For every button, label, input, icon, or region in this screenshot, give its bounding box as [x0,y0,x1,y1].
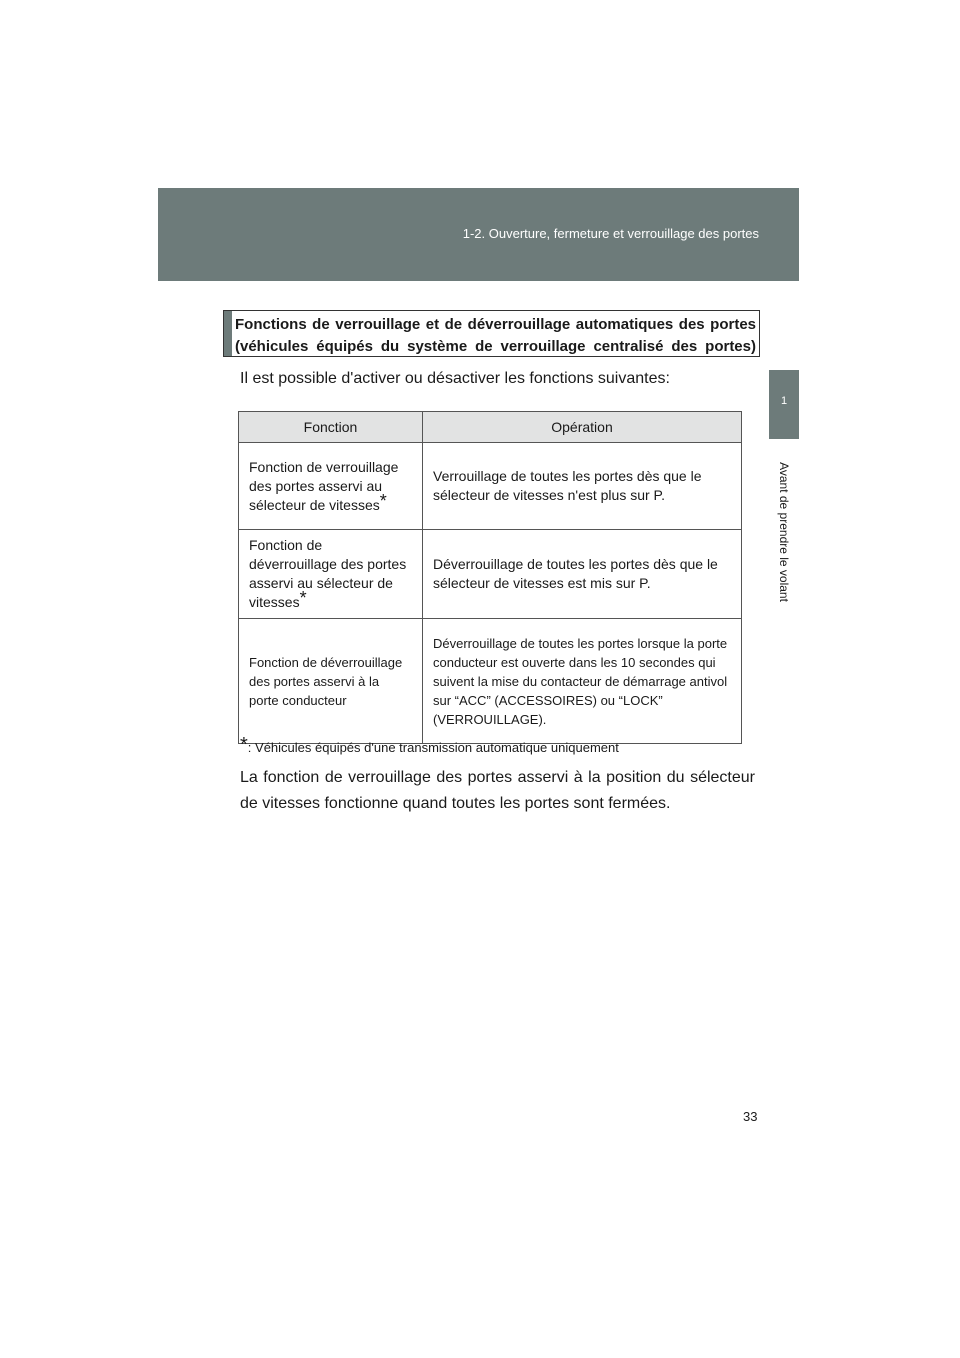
table-header-operation: Opération [423,412,742,443]
chapter-tab [769,370,799,439]
table-row [239,530,742,619]
table-cell-operation: Déverrouillage de toutes les portes dès que le sélecteur de vitesses est mis sur P. [423,530,742,619]
section-title-line2: (véhicules équipés du système de verrouillage centralisé des portes) [235,338,756,355]
section-heading: 1-2. Ouverture, fermeture et verrouillage des portes [462,226,759,241]
table-cell-operation: Verrouillage de toutes les portes dès que le sélecteur de vitesses n'est plus sur P. [423,443,742,530]
table-cell-function [239,530,423,619]
footnote-marker: * [299,588,307,608]
section-title-line1: Fonctions de verrouillage et de déverrouillage automatiques des portes [235,316,756,333]
table-row [239,443,742,530]
page-number: 33 [743,1109,758,1124]
section-title [235,314,756,358]
section-title-box [223,310,760,357]
header-band [158,188,799,281]
table-cell-function: Fonction de déverrouillage des portes asservi à la porte conducteur [239,619,423,744]
table-cell-function [239,443,423,530]
footnote-star: * [240,734,248,756]
table-header-function: Fonction [239,412,423,443]
section-title-bar [224,311,232,356]
footnote-marker: * [379,490,387,511]
intro-text: Il est possible d'activer ou désactiver les fonctions suivantes: [240,370,670,387]
table-row [239,619,742,744]
chapter-number: 1 [780,395,788,407]
functions-table [238,411,742,744]
function-text: Fonction de verrouillage des portes asservi au sélecteur de vitesses [249,458,399,513]
body-paragraph: La fonction de verrouillage des portes asservi à la position du sélecteur de vitesses fonctionne quand toutes les portes sont fermées. [240,769,755,812]
function-text: Fonction de déverrouillage des portes asservi au sélecteur de vitesses [249,537,407,610]
table-cell-operation: Déverrouillage de toutes les portes lorsque la porte conducteur est ouverte dans les 10 secondes qui suivent la mise du contacteur de démarrage antivol sur “ACC” (ACCESSOIRES) ou “LOCK” (VERROUILLAGE). [423,619,742,744]
table-header-row [239,412,742,443]
footnote-text: : Véhicules équipés d'une transmission automatique uniquement [247,740,619,755]
footnote [240,734,619,756]
chapter-label: Avant de prendre le volant [777,462,791,602]
